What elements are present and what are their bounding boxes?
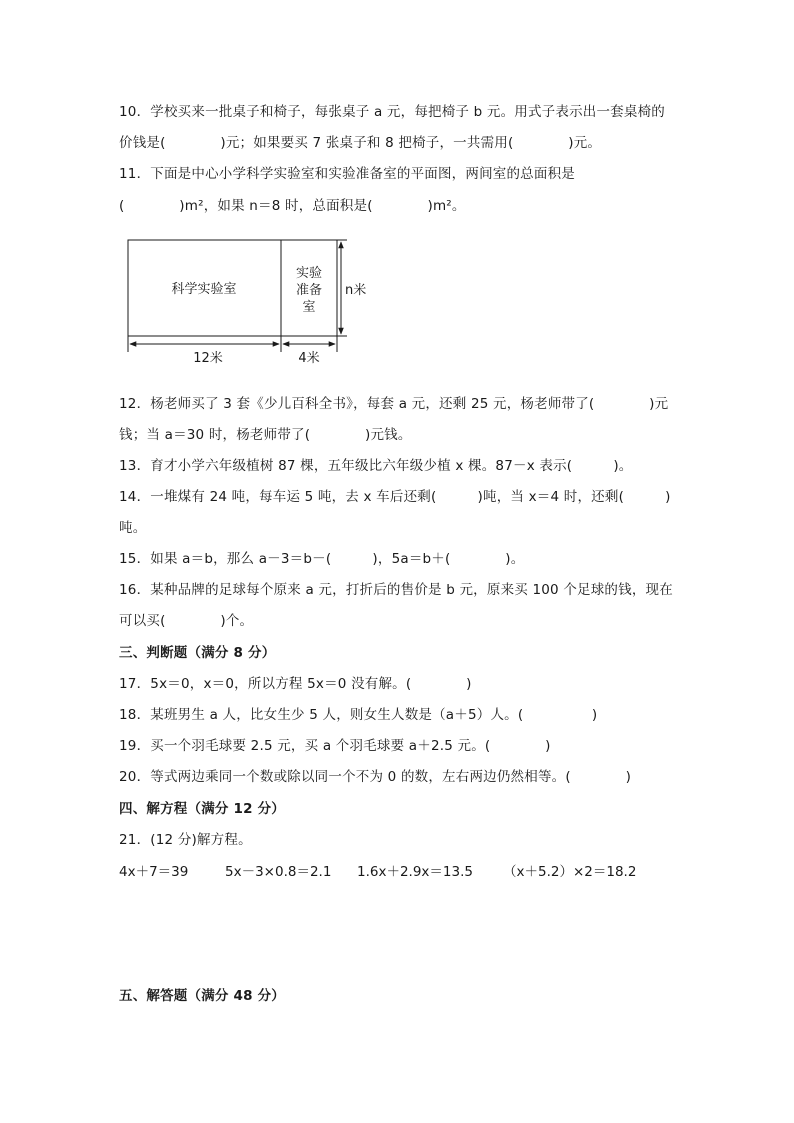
- q21-line: 21．(12 分)解方程。: [119, 832, 252, 848]
- width-left-label: 12米: [193, 351, 223, 366]
- section-3-heading: 三、判断题（满分 8 分）: [119, 645, 276, 661]
- width-right-label: 4米: [298, 351, 320, 366]
- q10-line-2: 价钱是( )元；如果要买 7 张桌子和 8 把椅子，一共需用( )元。: [119, 135, 602, 151]
- q16-line-2: 可以买( )个。: [119, 613, 254, 629]
- lab-room-label: 科学实验室: [171, 282, 237, 297]
- equation-2: 5x－3×0.8＝2.1: [225, 864, 332, 880]
- prep-room-label-3: 室: [302, 300, 316, 315]
- q16-line-1: 16．某种品牌的足球每个原来 a 元，打折后的售价是 b 元，原来买 100 个足球的钱，现在: [119, 582, 673, 598]
- q12-line-2: 钱；当 a＝30 时，杨老师带了( )元钱。: [119, 427, 412, 443]
- prep-room-label-1: 实验: [295, 266, 323, 281]
- section-4-heading: 四、解方程（满分 12 分）: [119, 801, 285, 817]
- q12-line-1: 12．杨老师买了 3 套《少儿百科全书》，每套 a 元，还剩 25 元，杨老师带了( )元: [119, 396, 669, 412]
- q11-line-2: ( )m²，如果 n＝8 时，总面积是( )m²。: [119, 198, 466, 214]
- q20-line: 20．等式两边乘同一个数或除以同一个不为 0 的数，左右两边仍然相等。( ): [119, 769, 632, 785]
- q17-line: 17．5x＝0，x＝0，所以方程 5x＝0 没有解。( ): [119, 676, 472, 692]
- equation-3: 1.6x＋2.9x＝13.5: [357, 864, 473, 880]
- equation-4: （x＋5.2）×2＝18.2: [503, 864, 637, 880]
- floor-plan-diagram: [115, 230, 385, 370]
- section-5-heading: 五、解答题（满分 48 分）: [119, 988, 285, 1004]
- q19-line: 19．买一个羽毛球要 2.5 元，买 a 个羽毛球要 a＋2.5 元。( ): [119, 738, 551, 754]
- q10-line-1: 10．学校买来一批桌子和椅子，每张桌子 a 元，每把椅子 b 元。用式子表示出一套桌椅的: [119, 104, 665, 120]
- prep-room-label-2: 准备: [295, 283, 323, 298]
- q13-line: 13．育才小学六年级植树 87 棵，五年级比六年级少植 x 棵。87－x 表示( )。: [119, 458, 633, 474]
- q11-line-1: 11．下面是中心小学科学实验室和实验准备室的平面图，两间室的总面积是: [119, 166, 575, 182]
- q15-line: 15．如果 a＝b，那么 a－3＝b－( )，5a＝b＋( )。: [119, 551, 525, 567]
- height-label: n米: [345, 283, 367, 298]
- q14-line-2: 吨。: [119, 520, 147, 536]
- q18-line: 18．某班男生 a 人，比女生少 5 人，则女生人数是（a＋5）人。( ): [119, 707, 598, 723]
- equation-1: 4x＋7＝39: [119, 864, 189, 880]
- q14-line-1: 14．一堆煤有 24 吨，每车运 5 吨，去 x 车后还剩( )吨，当 x＝4 时，还剩( ): [119, 489, 671, 505]
